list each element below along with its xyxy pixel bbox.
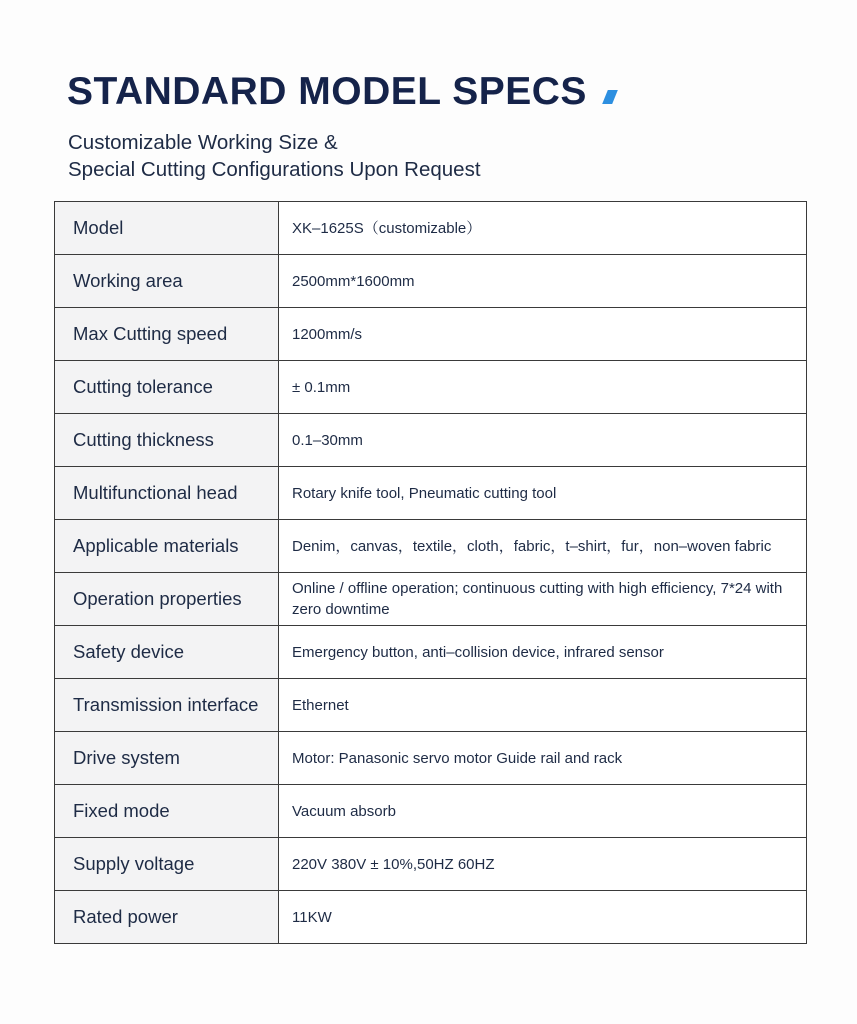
spec-value: 220V 380V ± 10%,50HZ 60HZ [279,838,807,891]
spec-value: Vacuum absorb [279,785,807,838]
spec-value: Ethernet [279,679,807,732]
table-row [55,626,807,679]
table-row [55,573,807,626]
table-row [55,361,807,414]
title-row [67,72,615,111]
spec-label: Cutting tolerance [55,361,279,414]
spec-label: Fixed mode [55,785,279,838]
accent-mark [602,90,618,104]
table-row [55,414,807,467]
table-row [55,308,807,361]
spec-value: Motor: Panasonic servo motor Guide rail and rack [279,732,807,785]
spec-value: 0.1–30mm [279,414,807,467]
spec-label: Supply voltage [55,838,279,891]
spec-label: Applicable materials [55,520,279,573]
spec-label: Drive system [55,732,279,785]
table-row [55,255,807,308]
subtitle-line-2: Special Cutting Configurations Upon Request [68,158,481,181]
page-subtitle [68,129,481,183]
spec-label: Safety device [55,626,279,679]
table-row [55,520,807,573]
spec-label: Cutting thickness [55,414,279,467]
table-row [55,467,807,520]
spec-value: Online / offline operation; continuous cutting with high efficiency, 7*24 with zero downtime [279,573,807,626]
spec-label: Model [55,202,279,255]
table-row [55,785,807,838]
specs-table [54,201,807,944]
page-title: STANDARD MODEL SPECS [67,70,587,113]
spec-value: XK–1625S（customizable） [279,202,807,255]
spec-label: Working area [55,255,279,308]
subtitle-line-1: Customizable Working Size & [68,131,338,154]
spec-value: 2500mm*1600mm [279,255,807,308]
table-row [55,732,807,785]
spec-label: Operation properties [55,573,279,626]
spec-value: Rotary knife tool, Pneumatic cutting tool [279,467,807,520]
spec-value: ± 0.1mm [279,361,807,414]
spec-value: Emergency button, anti–collision device, infrared sensor [279,626,807,679]
spec-label: Rated power [55,891,279,944]
table-row [55,891,807,944]
spec-label: Transmission interface [55,679,279,732]
spec-value: 1200mm/s [279,308,807,361]
spec-label: Multifunctional head [55,467,279,520]
spec-value: Denim，canvas，textile，cloth，fabric，t–shirt，fur，non–woven fabric [279,520,807,573]
table-row [55,838,807,891]
spec-value: 11KW [279,891,807,944]
table-row [55,202,807,255]
table-row [55,679,807,732]
spec-label: Max Cutting speed [55,308,279,361]
